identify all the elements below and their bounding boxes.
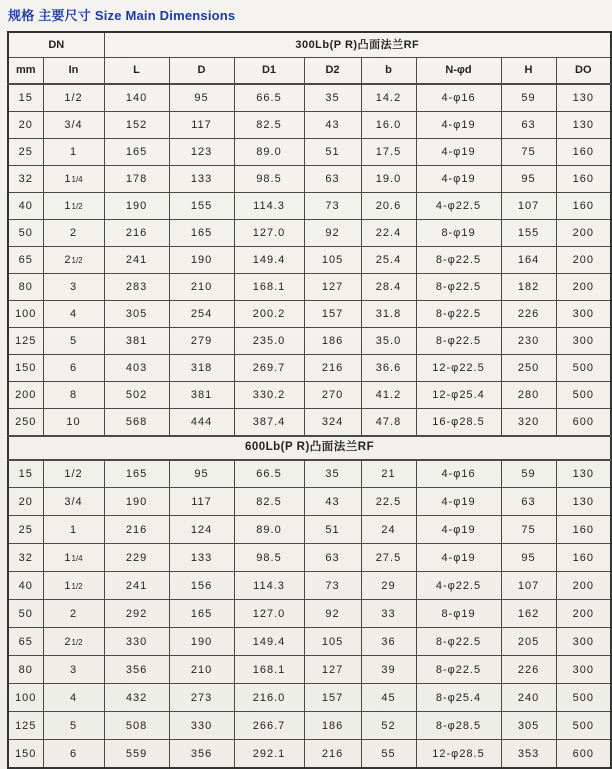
cell: 45 — [361, 684, 416, 712]
cell: 164 — [501, 246, 556, 273]
cell: 280 — [501, 381, 556, 408]
cell: 156 — [169, 572, 234, 600]
cell: 5 — [43, 712, 104, 740]
cell: 4-φ19 — [416, 111, 501, 138]
cell: 82.5 — [234, 488, 304, 516]
cell: 155 — [501, 219, 556, 246]
table-row — [8, 628, 611, 656]
cell: 216 — [104, 516, 169, 544]
cell: 502 — [104, 381, 169, 408]
cell: 2 — [43, 219, 104, 246]
cell: 8-φ22.5 — [416, 656, 501, 684]
cell: 186 — [304, 327, 361, 354]
cell: 50 — [8, 600, 43, 628]
section-600lb-title: 600Lb(P R)凸面法兰RF — [8, 436, 611, 460]
group-header-row — [8, 32, 611, 58]
cell: 292 — [104, 600, 169, 628]
cell: 125 — [8, 712, 43, 740]
cell: 200 — [556, 600, 611, 628]
cell: 160 — [556, 165, 611, 192]
cell: 24 — [361, 516, 416, 544]
cell: 157 — [304, 300, 361, 327]
cell: 444 — [169, 408, 234, 435]
cell: 216.0 — [234, 684, 304, 712]
cell: 353 — [501, 740, 556, 768]
cell: 250 — [501, 354, 556, 381]
cell: 14.2 — [361, 84, 416, 111]
table-row — [8, 572, 611, 600]
cell: 500 — [556, 684, 611, 712]
cell: 17.5 — [361, 138, 416, 165]
cell: 63 — [304, 544, 361, 572]
cell: 12-φ22.5 — [416, 354, 501, 381]
cell: 124 — [169, 516, 234, 544]
cell: 130 — [556, 488, 611, 516]
table-row — [8, 138, 611, 165]
cell: 330 — [169, 712, 234, 740]
cell: 20 — [8, 111, 43, 138]
cell: 2 — [43, 600, 104, 628]
cell: 25 — [8, 138, 43, 165]
table-row — [8, 84, 611, 111]
column-header-row — [8, 58, 611, 85]
cell: 200 — [556, 219, 611, 246]
cell: 230 — [501, 327, 556, 354]
cell: 82.5 — [234, 111, 304, 138]
cell: 3/4 — [43, 488, 104, 516]
cell: 500 — [556, 354, 611, 381]
cell: 559 — [104, 740, 169, 768]
cell: 15 — [8, 460, 43, 488]
cell: 35 — [304, 84, 361, 111]
col-header-n-phi-d: N-φd — [416, 58, 501, 85]
cell: 12-φ28.5 — [416, 740, 501, 768]
cell: 190 — [169, 628, 234, 656]
cell: 65 — [8, 628, 43, 656]
cell: 39 — [361, 656, 416, 684]
cell: 36 — [361, 628, 416, 656]
cell: 28.4 — [361, 273, 416, 300]
cell: 36.6 — [361, 354, 416, 381]
cell: 4-φ22.5 — [416, 572, 501, 600]
cell: 216 — [304, 740, 361, 768]
cell: 226 — [501, 300, 556, 327]
cell: 11/4 — [43, 165, 104, 192]
cell: 305 — [104, 300, 169, 327]
cell: 31.8 — [361, 300, 416, 327]
cell: 235.0 — [234, 327, 304, 354]
cell: 98.5 — [234, 544, 304, 572]
cell: 22.4 — [361, 219, 416, 246]
cell: 10 — [43, 408, 104, 435]
cell: 4-φ16 — [416, 460, 501, 488]
table-row — [8, 300, 611, 327]
cell: 210 — [169, 656, 234, 684]
cell: 127.0 — [234, 219, 304, 246]
table-row — [8, 192, 611, 219]
cell: 190 — [104, 488, 169, 516]
cell: 92 — [304, 600, 361, 628]
cell: 216 — [304, 354, 361, 381]
col-header-mm: mm — [8, 58, 43, 85]
cell: 98.5 — [234, 165, 304, 192]
cell: 205 — [501, 628, 556, 656]
col-header-h: H — [501, 58, 556, 85]
cell: 20.6 — [361, 192, 416, 219]
cell: 186 — [304, 712, 361, 740]
cell: 66.5 — [234, 460, 304, 488]
cell: 95 — [169, 84, 234, 111]
cell: 55 — [361, 740, 416, 768]
cell: 19.0 — [361, 165, 416, 192]
cell: 508 — [104, 712, 169, 740]
cell: 300 — [556, 628, 611, 656]
cell: 241 — [104, 572, 169, 600]
cell: 15 — [8, 84, 43, 111]
section-300lb-title: 300Lb(P R)凸面法兰RF — [104, 32, 611, 58]
cell: 4-φ19 — [416, 516, 501, 544]
cell: 21 — [361, 460, 416, 488]
table-row — [8, 165, 611, 192]
cell: 114.3 — [234, 572, 304, 600]
col-header-d2: D2 — [304, 58, 361, 85]
cell: 95 — [169, 460, 234, 488]
cell: 11/2 — [43, 572, 104, 600]
cell: 75 — [501, 138, 556, 165]
cell: 133 — [169, 544, 234, 572]
cell: 305 — [501, 712, 556, 740]
cell: 4 — [43, 684, 104, 712]
cell: 66.5 — [234, 84, 304, 111]
cell: 40 — [8, 192, 43, 219]
cell: 300 — [556, 656, 611, 684]
cell: 40 — [8, 572, 43, 600]
cell: 149.4 — [234, 246, 304, 273]
cell: 21/2 — [43, 628, 104, 656]
cell: 140 — [104, 84, 169, 111]
cell: 300 — [556, 300, 611, 327]
table-row — [8, 273, 611, 300]
cell: 6 — [43, 354, 104, 381]
cell: 32 — [8, 544, 43, 572]
table-row — [8, 600, 611, 628]
cell: 273 — [169, 684, 234, 712]
col-header-d1: D1 — [234, 58, 304, 85]
cell: 266.7 — [234, 712, 304, 740]
cell: 318 — [169, 354, 234, 381]
section-header-row — [8, 436, 611, 460]
cell: 6 — [43, 740, 104, 768]
cell: 80 — [8, 656, 43, 684]
cell: 381 — [169, 381, 234, 408]
cell: 200 — [556, 246, 611, 273]
cell: 50 — [8, 219, 43, 246]
cell: 107 — [501, 192, 556, 219]
col-header-b: b — [361, 58, 416, 85]
cell: 29 — [361, 572, 416, 600]
cell: 250 — [8, 408, 43, 435]
cell: 330.2 — [234, 381, 304, 408]
cell: 1/2 — [43, 84, 104, 111]
cell: 105 — [304, 628, 361, 656]
cell: 4-φ16 — [416, 84, 501, 111]
cell: 11/2 — [43, 192, 104, 219]
cell: 117 — [169, 488, 234, 516]
cell: 117 — [169, 111, 234, 138]
cell: 43 — [304, 488, 361, 516]
cell: 80 — [8, 273, 43, 300]
cell: 3/4 — [43, 111, 104, 138]
cell: 12-φ25.4 — [416, 381, 501, 408]
size-dimensions-table — [7, 31, 612, 769]
cell: 168.1 — [234, 656, 304, 684]
cell: 320 — [501, 408, 556, 435]
cell: 25 — [8, 516, 43, 544]
cell: 165 — [104, 138, 169, 165]
cell: 75 — [501, 516, 556, 544]
cell: 59 — [501, 84, 556, 111]
cell: 73 — [304, 572, 361, 600]
cell: 33 — [361, 600, 416, 628]
cell: 92 — [304, 219, 361, 246]
cell: 4-φ19 — [416, 138, 501, 165]
cell: 130 — [556, 84, 611, 111]
section-600lb-body — [8, 460, 611, 768]
table-row — [8, 354, 611, 381]
cell: 4-φ22.5 — [416, 192, 501, 219]
cell: 155 — [169, 192, 234, 219]
cell: 27.5 — [361, 544, 416, 572]
cell: 4 — [43, 300, 104, 327]
cell: 200.2 — [234, 300, 304, 327]
cell: 1 — [43, 138, 104, 165]
cell: 100 — [8, 684, 43, 712]
cell: 381 — [104, 327, 169, 354]
cell: 8-φ19 — [416, 600, 501, 628]
table-row — [8, 246, 611, 273]
cell: 52 — [361, 712, 416, 740]
cell: 270 — [304, 381, 361, 408]
table-row — [8, 516, 611, 544]
page-title: 规格 主要尺寸 Size Main Dimensions — [8, 8, 236, 23]
cell: 25.4 — [361, 246, 416, 273]
cell: 600 — [556, 740, 611, 768]
cell: 432 — [104, 684, 169, 712]
cell: 3 — [43, 656, 104, 684]
cell: 4-φ19 — [416, 544, 501, 572]
dn-group-header: DN — [8, 32, 104, 58]
col-header-in: In — [43, 58, 104, 85]
cell: 73 — [304, 192, 361, 219]
cell: 95 — [501, 165, 556, 192]
cell: 130 — [556, 460, 611, 488]
cell: 100 — [8, 300, 43, 327]
cell: 8-φ22.5 — [416, 246, 501, 273]
cell: 150 — [8, 354, 43, 381]
cell: 125 — [8, 327, 43, 354]
cell: 21/2 — [43, 246, 104, 273]
cell: 292.1 — [234, 740, 304, 768]
cell: 127 — [304, 656, 361, 684]
cell: 130 — [556, 111, 611, 138]
cell: 8-φ28.5 — [416, 712, 501, 740]
table-row — [8, 544, 611, 572]
table-row — [8, 684, 611, 712]
cell: 160 — [556, 516, 611, 544]
cell: 51 — [304, 516, 361, 544]
cell: 330 — [104, 628, 169, 656]
cell: 200 — [556, 273, 611, 300]
cell: 35.0 — [361, 327, 416, 354]
cell: 178 — [104, 165, 169, 192]
table-row — [8, 740, 611, 768]
cell: 63 — [501, 488, 556, 516]
col-header-do: DO — [556, 58, 611, 85]
table-row — [8, 111, 611, 138]
cell: 356 — [169, 740, 234, 768]
cell: 200 — [556, 572, 611, 600]
cell: 65 — [8, 246, 43, 273]
cell: 182 — [501, 273, 556, 300]
cell: 269.7 — [234, 354, 304, 381]
cell: 59 — [501, 460, 556, 488]
table-row — [8, 327, 611, 354]
cell: 107 — [501, 572, 556, 600]
cell: 387.4 — [234, 408, 304, 435]
cell: 254 — [169, 300, 234, 327]
cell: 4-φ19 — [416, 488, 501, 516]
cell: 127 — [304, 273, 361, 300]
cell: 35 — [304, 460, 361, 488]
cell: 500 — [556, 381, 611, 408]
cell: 47.8 — [361, 408, 416, 435]
cell: 63 — [304, 165, 361, 192]
cell: 300 — [556, 327, 611, 354]
cell: 16-φ28.5 — [416, 408, 501, 435]
cell: 3 — [43, 273, 104, 300]
table-row — [8, 488, 611, 516]
cell: 8-φ22.5 — [416, 628, 501, 656]
cell: 8-φ22.5 — [416, 327, 501, 354]
cell: 8 — [43, 381, 104, 408]
cell: 8-φ25.4 — [416, 684, 501, 712]
cell: 4-φ19 — [416, 165, 501, 192]
cell: 5 — [43, 327, 104, 354]
cell: 89.0 — [234, 516, 304, 544]
cell: 568 — [104, 408, 169, 435]
cell: 133 — [169, 165, 234, 192]
table-row — [8, 381, 611, 408]
cell: 226 — [501, 656, 556, 684]
cell: 1 — [43, 516, 104, 544]
section-600lb-band — [8, 436, 611, 460]
cell: 600 — [556, 408, 611, 435]
cell: 165 — [104, 460, 169, 488]
cell: 356 — [104, 656, 169, 684]
cell: 190 — [169, 246, 234, 273]
cell: 279 — [169, 327, 234, 354]
cell: 105 — [304, 246, 361, 273]
cell: 8-φ22.5 — [416, 300, 501, 327]
cell: 160 — [556, 544, 611, 572]
cell: 190 — [104, 192, 169, 219]
cell: 8-φ19 — [416, 219, 501, 246]
table-row — [8, 712, 611, 740]
cell: 157 — [304, 684, 361, 712]
cell: 32 — [8, 165, 43, 192]
cell: 210 — [169, 273, 234, 300]
cell: 403 — [104, 354, 169, 381]
table-row — [8, 219, 611, 246]
cell: 283 — [104, 273, 169, 300]
col-header-l: L — [104, 58, 169, 85]
cell: 43 — [304, 111, 361, 138]
cell: 500 — [556, 712, 611, 740]
cell: 63 — [501, 111, 556, 138]
cell: 200 — [8, 381, 43, 408]
section-300lb-body — [8, 84, 611, 436]
cell: 149.4 — [234, 628, 304, 656]
cell: 123 — [169, 138, 234, 165]
cell: 240 — [501, 684, 556, 712]
cell: 16.0 — [361, 111, 416, 138]
cell: 152 — [104, 111, 169, 138]
cell: 165 — [169, 219, 234, 246]
cell: 165 — [169, 600, 234, 628]
table-row — [8, 408, 611, 435]
table-row — [8, 656, 611, 684]
cell: 89.0 — [234, 138, 304, 165]
cell: 162 — [501, 600, 556, 628]
cell: 22.5 — [361, 488, 416, 516]
cell: 20 — [8, 488, 43, 516]
cell: 216 — [104, 219, 169, 246]
cell: 324 — [304, 408, 361, 435]
cell: 150 — [8, 740, 43, 768]
cell: 241 — [104, 246, 169, 273]
cell: 51 — [304, 138, 361, 165]
cell: 11/4 — [43, 544, 104, 572]
cell: 114.3 — [234, 192, 304, 219]
cell: 229 — [104, 544, 169, 572]
cell: 160 — [556, 138, 611, 165]
col-header-d: D — [169, 58, 234, 85]
cell: 1/2 — [43, 460, 104, 488]
table-row — [8, 460, 611, 488]
cell: 8-φ22.5 — [416, 273, 501, 300]
cell: 127.0 — [234, 600, 304, 628]
cell: 168.1 — [234, 273, 304, 300]
cell: 95 — [501, 544, 556, 572]
cell: 41.2 — [361, 381, 416, 408]
cell: 160 — [556, 192, 611, 219]
